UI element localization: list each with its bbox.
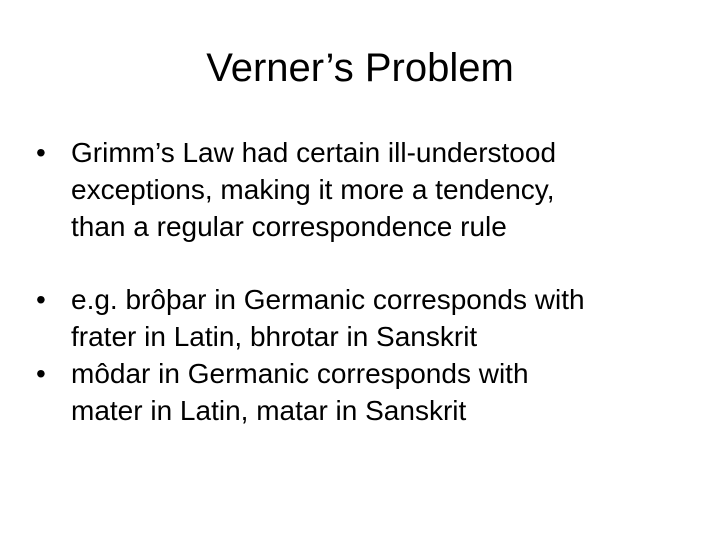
bullet-text-line: Grimm’s Law had certain ill-understood xyxy=(71,137,557,168)
bullet-text-line: frater in Latin, bhrotar in Sanskrit xyxy=(71,321,478,352)
bullet-text-line: than a regular correspondence rule xyxy=(71,211,507,242)
bullet-text-line: exceptions, making it more a tendency, xyxy=(71,174,555,205)
bullet-item-brothar-example xyxy=(36,281,696,355)
bullet-marker: • xyxy=(36,284,46,315)
bullet-text-line: môdar in Germanic corresponds with xyxy=(71,358,529,389)
bullet-item-grimms-law xyxy=(36,134,696,245)
bullet-marker: • xyxy=(36,137,46,168)
bullet-text-line: mater in Latin, matar in Sanskrit xyxy=(71,395,467,426)
bullet-list xyxy=(36,134,696,429)
slide-title: Verner’s Problem xyxy=(206,46,514,90)
bullet-text-line: e.g. brôþar in Germanic corresponds with xyxy=(71,284,585,315)
bullet-marker: • xyxy=(36,358,46,389)
bullet-item-modar-example xyxy=(36,355,696,429)
